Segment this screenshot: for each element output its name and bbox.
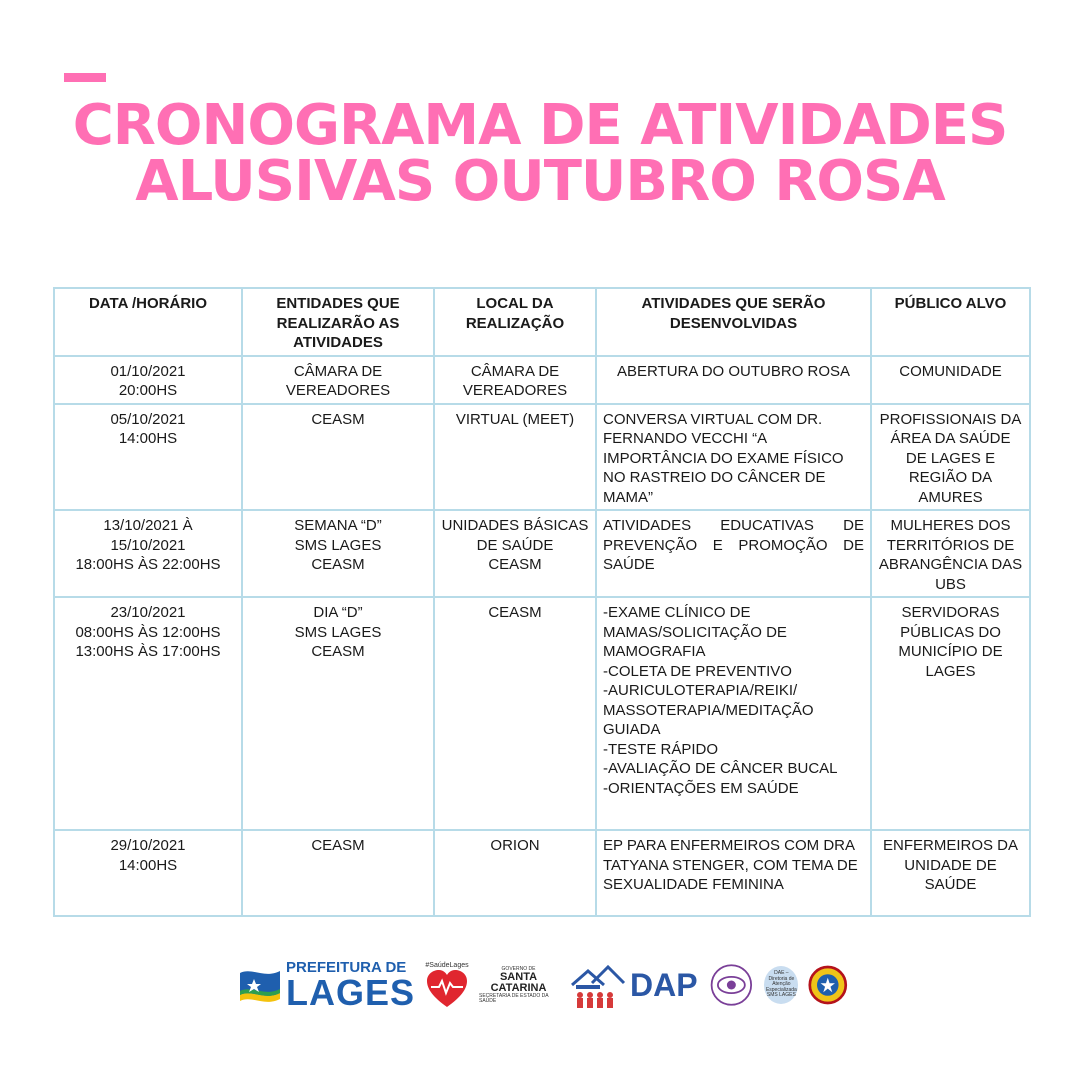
sc-line2: CATARINA bbox=[490, 981, 547, 994]
sc-bottom-text: SECRETARIA DE ESTADO DA SAÚDE bbox=[479, 992, 549, 1004]
partner-logos bbox=[238, 955, 848, 1015]
header-audience: PÚBLICO ALVO bbox=[871, 288, 1030, 356]
logo-dap bbox=[568, 961, 698, 1009]
dae-text: DAE – Diretoria de Atenção Especializada SMS LAGES bbox=[765, 970, 797, 999]
cell-audience: PROFISSIONAIS DA ÁREA DA SAÚDE DE LAGES E REGIÃO DA AMURES bbox=[871, 404, 1030, 511]
cell-date: 01/10/2021 20:00HS bbox=[54, 356, 242, 404]
lages-flag-icon bbox=[238, 965, 282, 1005]
cell-date: 23/10/2021 08:00HS ÀS 12:00HS 13:00HS ÀS 17:00HS bbox=[54, 597, 242, 830]
logo-saude-lages bbox=[425, 962, 469, 1009]
table-header-row bbox=[54, 288, 1030, 356]
cell-activity: -EXAME CLÍNICO DE MAMAS/SOLICITAÇÃO DE MAMOGRAFIA -COLETA DE PREVENTIVO -AURICULOTERAPIA/REIKI/ MASSOTERAPIA/MEDITAÇÃO GUIADA -TESTE RÁPIDO -AVALIAÇÃO DE CÂNCER BUCAL -ORIENTAÇÕES EM SAÚDE bbox=[596, 597, 871, 830]
lages-big-text: LAGES bbox=[286, 971, 416, 1013]
cell-location: CÂMARA DE VEREADORES bbox=[434, 356, 596, 404]
cell-date: 29/10/2021 14:00HS bbox=[54, 830, 242, 916]
logo-santa-catarina bbox=[479, 967, 558, 1004]
table-row bbox=[54, 597, 1030, 830]
table-row bbox=[54, 510, 1030, 597]
cell-activity: EP PARA ENFERMEIROS COM DRA TATYANA STENGER, COM TEMA DE SEXUALIDADE FEMININA bbox=[596, 830, 871, 916]
cell-location: VIRTUAL (MEET) bbox=[434, 404, 596, 511]
table-row bbox=[54, 830, 1030, 916]
header-date: DATA /HORÁRIO bbox=[54, 288, 242, 356]
cell-location: ORION bbox=[434, 830, 596, 916]
header-entities: ENTIDADES QUE REALIZARÃO AS ATIVIDADES bbox=[242, 288, 434, 356]
cell-audience: SERVIDORAS PÚBLICAS DO MUNICÍPIO DE LAGES bbox=[871, 597, 1030, 830]
cell-activity: ATIVIDADES EDUCATIVAS DE PREVENÇÃO E PROMOÇÃO DE SAÚDE bbox=[596, 510, 871, 597]
cell-activity: ABERTURA DO OUTUBRO ROSA bbox=[596, 356, 871, 404]
dap-text: DAP bbox=[630, 966, 698, 1003]
cell-audience: MULHERES DOS TERRITÓRIOS DE ABRANGÊNCIA DAS UBS bbox=[871, 510, 1030, 597]
logo-dae bbox=[764, 966, 798, 1004]
page-title bbox=[0, 93, 1080, 214]
cell-location: UNIDADES BÁSICAS DE SAÚDE CEASM bbox=[434, 510, 596, 597]
header-activities: ATIVIDADES QUE SERÃO DESENVOLVIDAS bbox=[596, 288, 871, 356]
cell-entity: CEASM bbox=[242, 404, 434, 511]
eye-circle-icon bbox=[708, 961, 755, 1009]
title-line-1: CRONOGRAMA DE ATIVIDADES bbox=[72, 93, 1008, 158]
saude-lages-caption: #SaúdeLages bbox=[425, 961, 469, 969]
cell-entity: SEMANA “D” SMS LAGES CEASM bbox=[242, 510, 434, 597]
title-line-2: ALUSIVAS OUTUBRO ROSA bbox=[135, 149, 945, 214]
cell-date: 13/10/2021 À 15/10/2021 18:00HS ÀS 22:00HS bbox=[54, 510, 242, 597]
header-location: LOCAL DA REALIZAÇÃO bbox=[434, 288, 596, 356]
cell-entity: CÂMARA DE VEREADORES bbox=[242, 356, 434, 404]
lages-small-text: PREFEITURA DE bbox=[286, 958, 407, 976]
sc-top-text: GOVERNO DE bbox=[501, 965, 536, 972]
table-row bbox=[54, 404, 1030, 511]
houses-people-icon bbox=[568, 961, 626, 1009]
sc-line1: SANTA bbox=[499, 970, 538, 983]
emblem-seal-icon bbox=[808, 963, 848, 1007]
schedule-table bbox=[53, 287, 1031, 917]
cell-date: 05/10/2021 14:00HS bbox=[54, 404, 242, 511]
cell-entity: DIA “D” SMS LAGES CEASM bbox=[242, 597, 434, 830]
table-row bbox=[54, 356, 1030, 404]
cell-audience: COMUNIDADE bbox=[871, 356, 1030, 404]
cell-entity: CEASM bbox=[242, 830, 434, 916]
accent-bar bbox=[64, 73, 106, 82]
cell-location: CEASM bbox=[434, 597, 596, 830]
cell-audience: ENFERMEIROS DA UNIDADE DE SAÚDE bbox=[871, 830, 1030, 916]
logo-prefeitura-lages bbox=[238, 960, 415, 1011]
cell-activity: CONVERSA VIRTUAL COM DR. FERNANDO VECCHI “A IMPORTÂNCIA DO EXAME FÍSICO NO RASTREIO DO CÂNCER DE MAMA” bbox=[596, 404, 871, 511]
heart-icon bbox=[425, 969, 469, 1009]
